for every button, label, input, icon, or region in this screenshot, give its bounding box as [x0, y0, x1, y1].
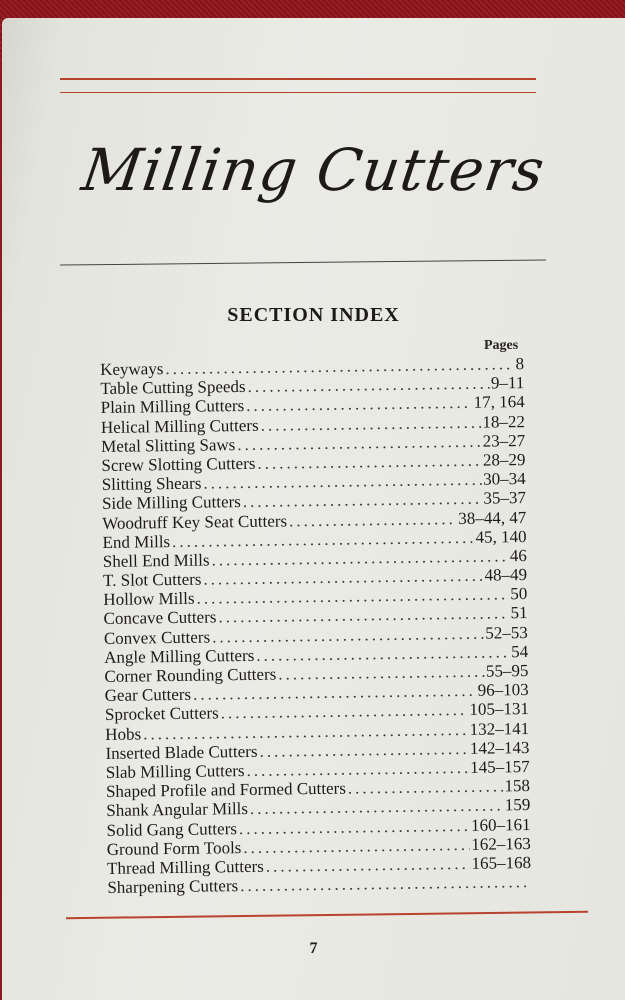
index-entry-pages: 105–131: [469, 699, 530, 720]
index-entry-pages: 160–161: [470, 814, 531, 835]
index-entry-label: Shell End Mills: [102, 550, 210, 571]
index-entry-label: Ground Form Tools: [106, 837, 242, 859]
index-entry-label: Shaped Profile and Formed Cutters: [105, 778, 346, 802]
top-red-rule: [60, 78, 536, 80]
index-entry-label: Inserted Blade Cutters: [105, 741, 258, 763]
index-entry-pages: 165–168: [471, 852, 532, 873]
index-entry-label: Keyways: [100, 359, 164, 379]
index-entry-label: End Mills: [102, 531, 171, 552]
index-entry-pages: 46: [509, 545, 527, 566]
index-entry-label: Metal Slitting Saws: [101, 434, 236, 456]
index-entry-label: Corner Rounding Cutters: [104, 664, 277, 686]
leader-dots: [289, 509, 456, 531]
index-entry-pages: 35–37: [483, 488, 527, 508]
index-entry-label: Convex Cutters: [103, 627, 211, 648]
leader-dots: [240, 872, 529, 895]
index-entry-label: Sprocket Cutters: [104, 703, 219, 725]
section-index-heading: SECTION INDEX: [227, 304, 400, 326]
title-divider: [60, 259, 546, 265]
index-entry-pages: 9–11: [490, 373, 525, 393]
index-entry-label: Shank Angular Mills: [106, 799, 249, 821]
index-entry-pages: 28–29: [482, 450, 526, 470]
index-entry-pages: 158: [504, 776, 531, 796]
index-entry-label: Concave Cutters: [103, 607, 217, 629]
index-entry-label: Solid Gang Cutters: [106, 818, 238, 840]
index-entry-pages: 142–143: [469, 737, 530, 758]
index-entry-pages: 18–22: [482, 411, 526, 432]
page-number: 7: [309, 940, 318, 957]
index-entry-label: T. Slot Cutters: [102, 569, 202, 591]
index-entry-label: Plain Milling Cutters: [100, 396, 245, 418]
index-entry-label: Angle Milling Cutters: [104, 645, 255, 667]
page-title: Milling Cutters: [77, 136, 550, 204]
index-entry-label: Sharpening Cutters: [107, 876, 239, 898]
index-entry-label: Thread Milling Cutters: [106, 856, 264, 878]
index-entry-pages: 54: [510, 641, 529, 662]
index-entry-pages: 145–157: [470, 756, 530, 777]
index-entry-label: Table Cutting Speeds: [100, 377, 246, 399]
index-entry-label: Hollow Mills: [103, 588, 195, 610]
book-page: [2, 18, 625, 1000]
index-entry-label: Woodruff Key Seat Cutters: [102, 510, 288, 533]
top-red-rule-second: [60, 92, 536, 93]
index-entry-pages: 52–53: [485, 622, 528, 643]
index-entry-pages: 48–49: [484, 565, 528, 585]
pages-column-header: Pages: [484, 338, 519, 353]
index-entry-label: Slitting Shears: [101, 473, 202, 495]
index-entry-label: Hobs: [105, 724, 142, 744]
index-entry-pages: 50: [510, 584, 528, 604]
index-entry-pages: 17, 164: [473, 392, 525, 413]
index-entry-label: Gear Cutters: [104, 684, 192, 706]
index-entry-pages: 96–103: [477, 680, 529, 700]
index-entry-label: Screw Slotting Cutters: [101, 453, 256, 475]
index-entry-pages: 159: [504, 795, 531, 815]
index-entry-label: Slab Milling Cutters: [105, 760, 245, 782]
index-entry-pages: 45, 140: [475, 526, 527, 547]
index-entry-pages: 51: [510, 603, 528, 623]
index-entry-pages: 23–27: [482, 430, 526, 451]
index-entry-pages: 132–141: [469, 718, 530, 739]
bottom-red-rule: [66, 911, 588, 919]
index-entry-pages: 55–95: [485, 661, 529, 681]
index-entry-pages: 8: [515, 354, 525, 374]
section-index-list: [100, 354, 531, 897]
leader-dots: [348, 777, 503, 798]
index-entry-pages: 30–34: [483, 469, 526, 489]
index-entry-label: Helical Milling Cutters: [100, 415, 259, 437]
index-entry-label: Side Milling Cutters: [101, 492, 241, 514]
index-entry-pages: 38–44, 47: [458, 507, 527, 528]
index-entry-pages: 162–163: [471, 833, 531, 854]
